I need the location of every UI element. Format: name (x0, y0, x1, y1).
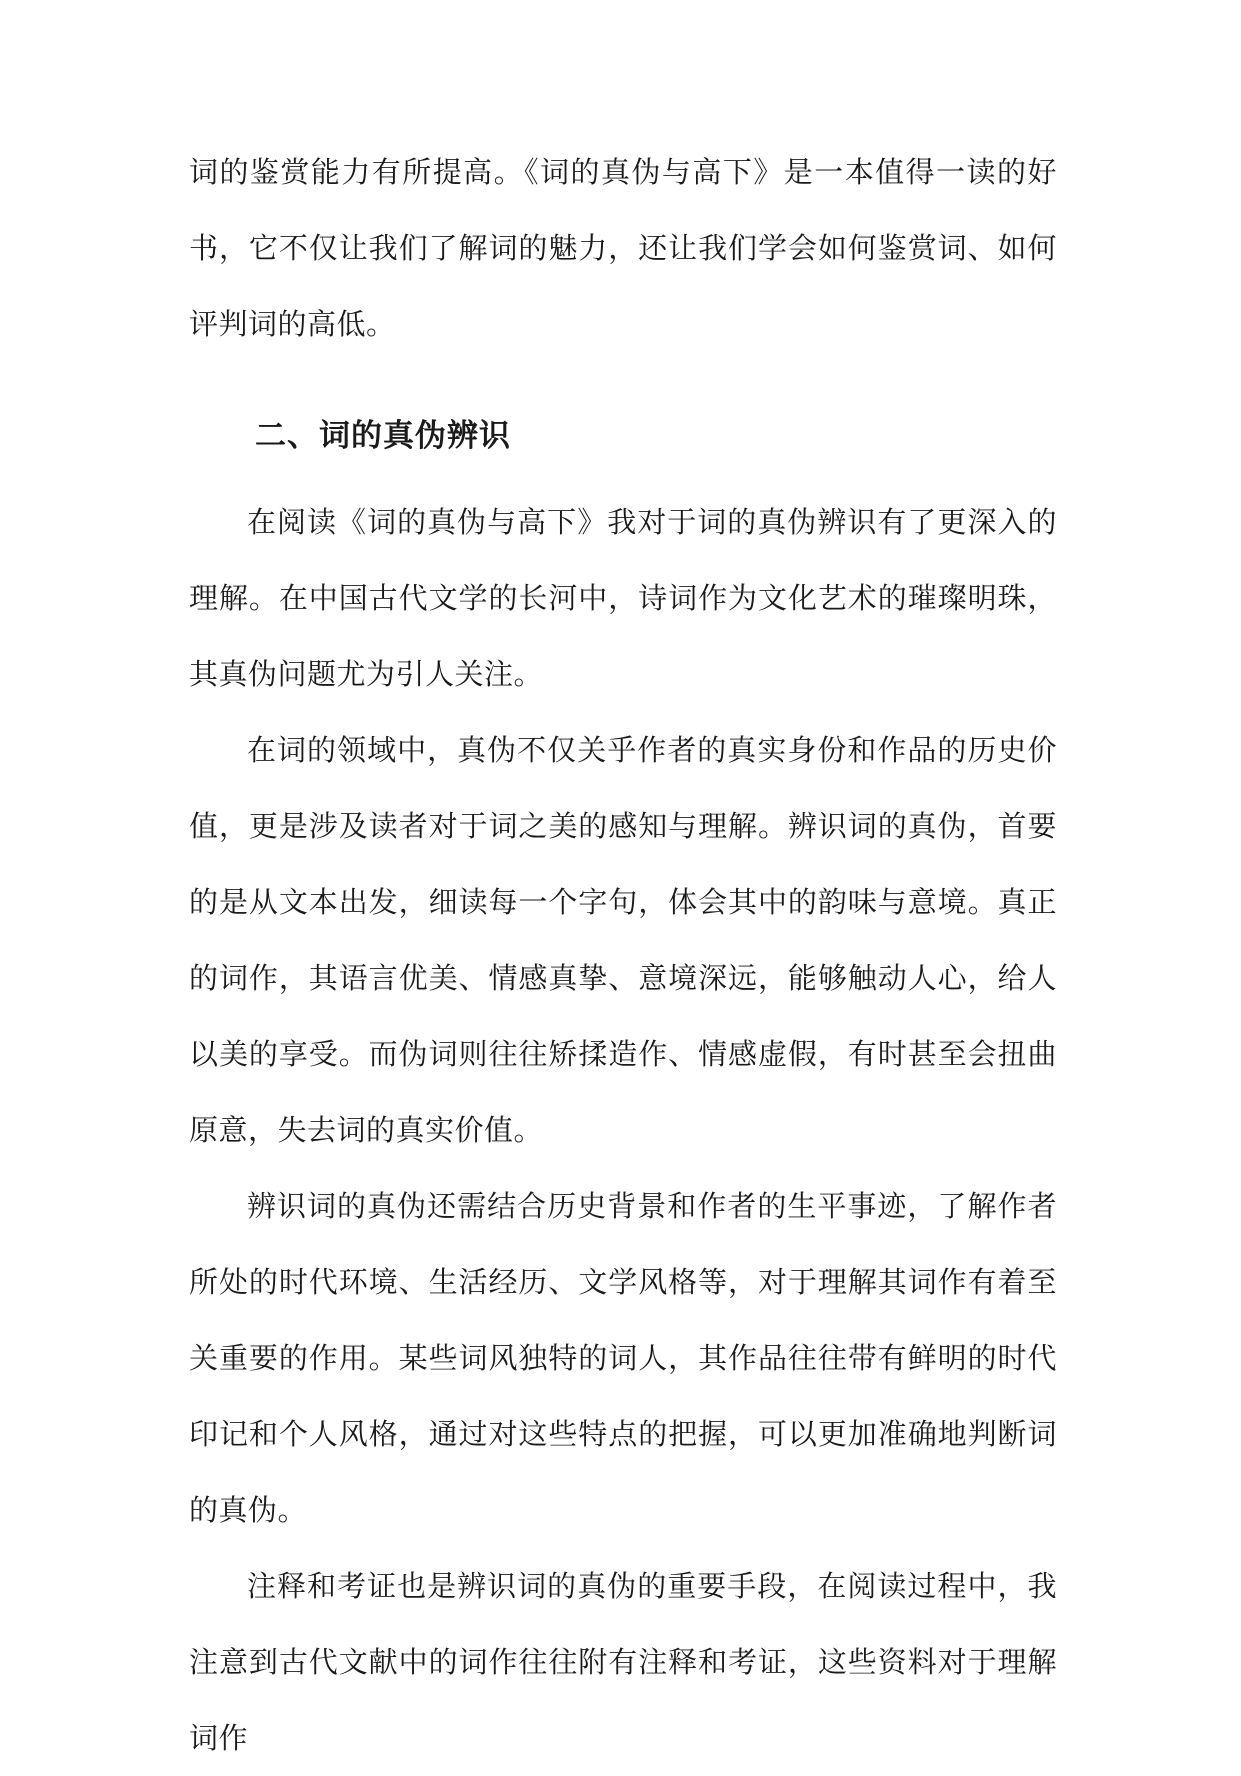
body-paragraph-4: 注释和考证也是辨识词的真伪的重要手段，在阅读过程中，我注意到古代文献中的词作往往附有注释和考证，这些资料对于理解词作 (189, 1569, 1057, 1755)
body-paragraph-2: 在词的领域中，真伪不仅关乎作者的真实身份和作品的历史价值，更是涉及读者对于词之美的感知与理解。辨识词的真伪，首要的是从文本出发，细读每一个字句，体会其中的韵味与意境。真正的词作，其语言优美、情感真挚、意境深远，能够触动人心，给人以美的享受。而伪词则往往矫揉造作、情感虚假，有时甚至会扭曲原意，失去词的真实价值。 (189, 733, 1057, 1147)
body-paragraph-1: 在阅读《词的真伪与高下》我对于词的真伪辨识有了更深入的理解。在中国古代文学的长河中，诗词作为文化艺术的璀璨明珠，其真伪问题尤为引人关注。 (189, 505, 1057, 691)
body-paragraph-3: 辨识词的真伪还需结合历史背景和作者的生平事迹，了解作者所处的时代环境、生活经历、文学风格等，对于理解其词作有着至关重要的作用。某些词风独特的词人，其作品往往带有鲜明的时代印记和个人风格，通过对这些特点的把握，可以更加准确地判断词的真伪。 (189, 1189, 1057, 1527)
intro-paragraph: 词的鉴赏能力有所提高。《词的真伪与高下》是一本值得一读的好书，它不仅让我们了解词的魅力，还让我们学会如何鉴赏词、如何评判词的高低。 (189, 155, 1057, 341)
document-body (189, 134, 1057, 1776)
section-heading: 二、词的真伪辨识 (255, 418, 511, 454)
